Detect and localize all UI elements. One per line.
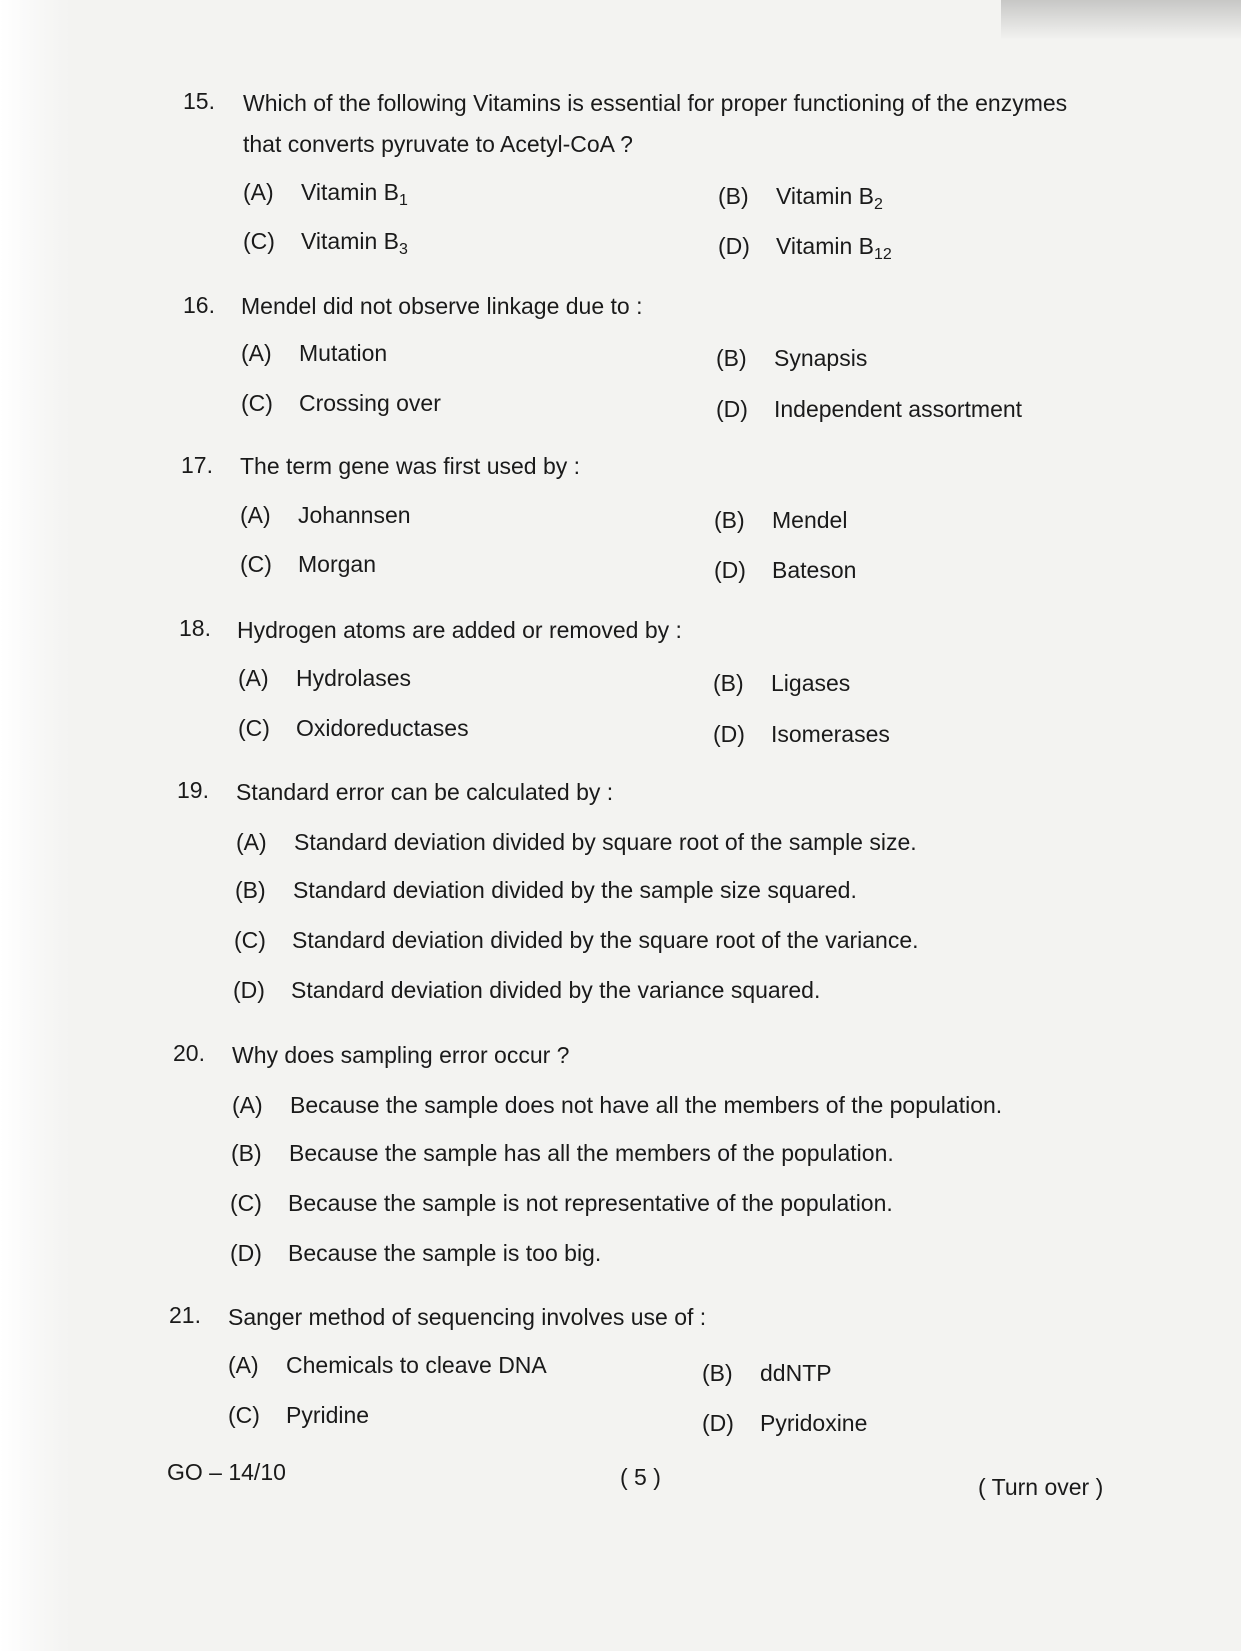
- option-label: (D): [233, 977, 265, 1003]
- option-label: (A): [240, 502, 271, 528]
- option-b: [716, 345, 867, 372]
- option-d: [716, 396, 1022, 423]
- option-label: (C): [243, 228, 275, 254]
- question-text-continued: that converts pyruvate to Acetyl-CoA ?: [243, 131, 633, 157]
- option-a: [238, 665, 411, 692]
- option-label: (B): [714, 507, 745, 533]
- question-number: 21.: [169, 1302, 201, 1328]
- option-text: Mutation: [299, 340, 388, 366]
- option-label: (C): [228, 1402, 260, 1428]
- option-label: (B): [718, 183, 749, 209]
- question-number: 15.: [183, 88, 215, 114]
- option-text: Chemicals to cleave DNA: [286, 1352, 547, 1378]
- option-c: [241, 390, 441, 417]
- option-label: (D): [713, 721, 745, 747]
- question-text: Which of the following Vitamins is essential for proper functioning of the enzymes: [243, 90, 1068, 116]
- option-text: Hydrolases: [296, 665, 412, 691]
- option-label: (A): [228, 1352, 259, 1378]
- option-text: Crossing over: [299, 390, 441, 416]
- option-text: Standard deviation divided by the sample size squared.: [293, 877, 857, 903]
- page-number: ( 5 ): [620, 1464, 661, 1490]
- option-a: [232, 1092, 1002, 1119]
- option-a: [236, 829, 917, 856]
- question-number: 20.: [173, 1040, 205, 1066]
- option-d: [718, 233, 892, 264]
- option-text: Isomerases: [771, 721, 890, 747]
- option-text: Vitamin B: [776, 233, 875, 259]
- option-text: Standard deviation divided by square root of the sample size.: [294, 829, 917, 855]
- option-c: [240, 551, 376, 578]
- option-label: (D): [702, 1410, 734, 1436]
- option-label: (D): [714, 557, 746, 583]
- option-a: [243, 179, 408, 210]
- option-text: Ligases: [771, 670, 851, 696]
- option-label: (A): [232, 1092, 263, 1118]
- option-text: Because the sample does not have all the members of the population.: [290, 1092, 1003, 1118]
- option-a: [240, 502, 411, 529]
- option-subscript: 3: [399, 241, 408, 258]
- option-text: Vitamin B: [301, 228, 400, 254]
- question-text: Standard error can be calculated by :: [236, 779, 614, 805]
- question-number: 17.: [181, 452, 213, 478]
- option-label: (C): [238, 715, 270, 741]
- option-c: [243, 228, 408, 259]
- option-text: Standard deviation divided by the square root of the variance.: [292, 927, 919, 953]
- option-a: [228, 1352, 547, 1379]
- question-number: 16.: [183, 292, 215, 318]
- option-label: (A): [238, 665, 269, 691]
- option-text: Because the sample is too big.: [288, 1240, 602, 1266]
- option-label: (B): [231, 1140, 262, 1166]
- question-text: Why does sampling error occur ?: [232, 1042, 570, 1068]
- option-label: (C): [234, 927, 266, 953]
- option-text: Morgan: [298, 551, 376, 577]
- option-subscript: 2: [874, 196, 883, 213]
- option-b: [702, 1360, 832, 1387]
- option-subscript: 12: [874, 246, 892, 263]
- option-b: [231, 1140, 894, 1167]
- option-label: (B): [713, 670, 744, 696]
- option-text: Johannsen: [298, 502, 411, 528]
- option-c: [228, 1402, 369, 1429]
- question-text: Hydrogen atoms are added or removed by :: [237, 617, 682, 643]
- option-text: Independent assortment: [774, 396, 1023, 422]
- turn-over-note: ( Turn over ): [978, 1474, 1104, 1500]
- option-label: (A): [236, 829, 267, 855]
- option-label: (C): [230, 1190, 262, 1216]
- option-b: [713, 670, 850, 697]
- option-text: Oxidoreductases: [296, 715, 469, 741]
- option-text: Mendel: [772, 507, 848, 533]
- option-a: [241, 340, 387, 367]
- option-text: Synapsis: [774, 345, 868, 371]
- paper-code: GO – 14/10: [167, 1459, 286, 1485]
- option-c: [230, 1190, 893, 1217]
- option-label: (D): [230, 1240, 262, 1266]
- option-label: (C): [241, 390, 273, 416]
- option-d: [713, 721, 890, 748]
- question-text: Sanger method of sequencing involves use of :: [228, 1304, 707, 1330]
- option-c: [234, 927, 919, 954]
- option-label: (B): [716, 345, 747, 371]
- option-b: [714, 507, 847, 534]
- option-text: Pyridoxine: [760, 1410, 868, 1436]
- option-text: Bateson: [772, 557, 857, 583]
- option-subscript: 1: [399, 192, 408, 209]
- option-b: [718, 183, 883, 214]
- option-label: (A): [241, 340, 272, 366]
- option-label: (D): [716, 396, 748, 422]
- question-text: Mendel did not observe linkage due to :: [241, 293, 643, 319]
- option-label: (D): [718, 233, 750, 259]
- option-text: Standard deviation divided by the variance squared.: [291, 977, 821, 1003]
- option-text: Vitamin B: [301, 179, 400, 205]
- question-number: 19.: [177, 777, 209, 803]
- option-c: [238, 715, 469, 742]
- option-label: (C): [240, 551, 272, 577]
- option-d: [230, 1240, 601, 1267]
- option-text: Because the sample has all the members of the population.: [289, 1140, 894, 1166]
- option-label: (B): [702, 1360, 733, 1386]
- option-text: ddNTP: [760, 1360, 832, 1386]
- option-label: (B): [235, 877, 266, 903]
- option-b: [235, 877, 857, 904]
- option-text: Vitamin B: [776, 183, 875, 209]
- question-number: 18.: [179, 615, 211, 641]
- option-d: [233, 977, 820, 1004]
- option-d: [702, 1410, 867, 1437]
- option-label: (A): [243, 179, 274, 205]
- option-text: Because the sample is not representative of the population.: [288, 1190, 893, 1216]
- option-text: Pyridine: [286, 1402, 370, 1428]
- question-text: The term gene was first used by :: [240, 453, 581, 479]
- option-d: [714, 557, 856, 584]
